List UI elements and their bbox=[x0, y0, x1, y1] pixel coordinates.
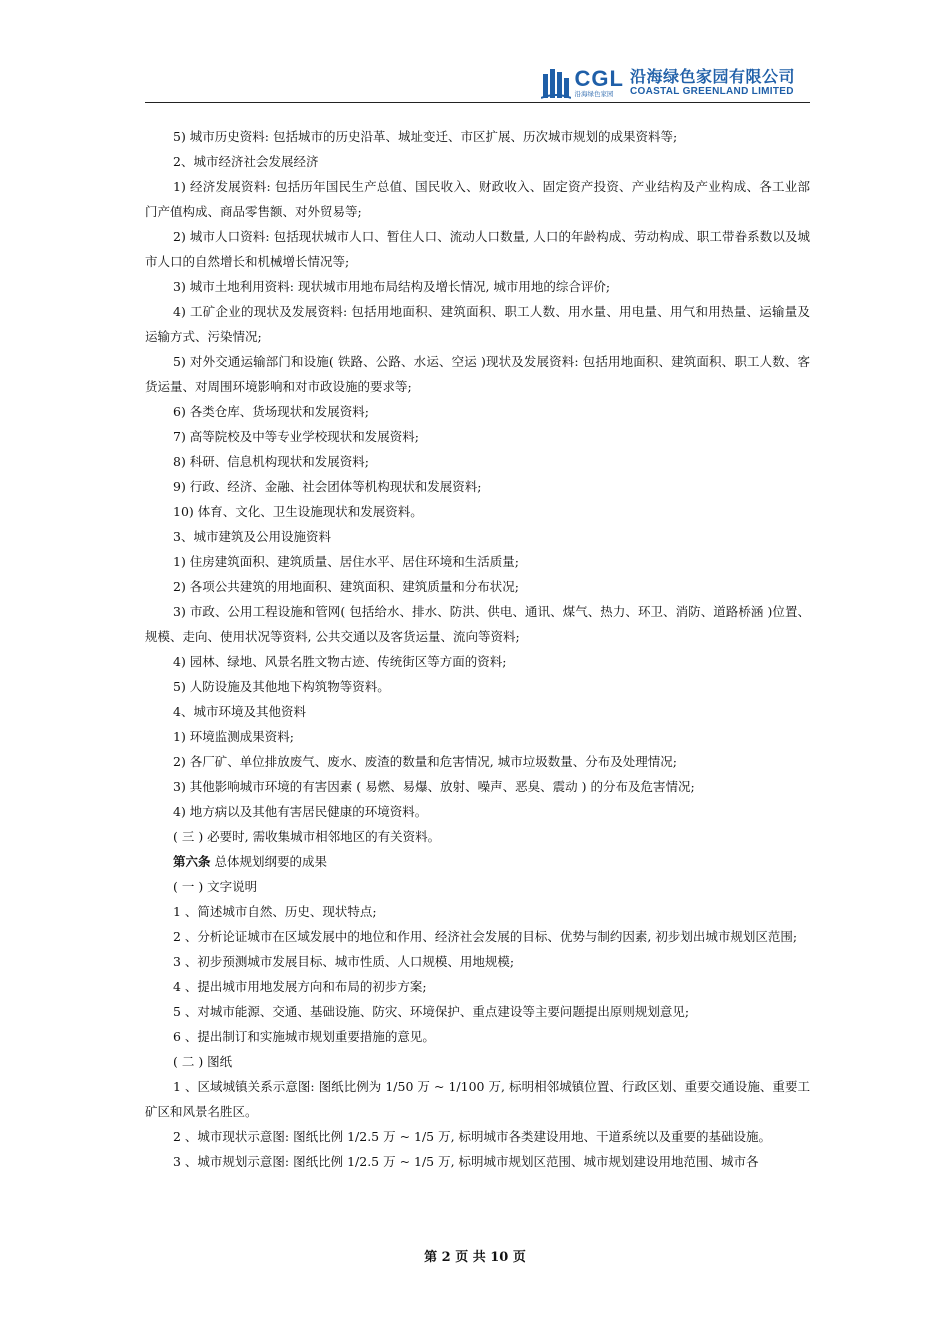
body-line: 4) 园林、绿地、风景名胜文物古迹、传统街区等方面的资料; bbox=[173, 654, 507, 669]
section-heading: 3、城市建筑及公用设施资料 bbox=[173, 529, 331, 544]
body-line: 3 、城市规划示意图: 图纸比例 1/2.5 万 ~ 1/5 万, 标明城市规划区范围、城市规划建设用地范围、城市各 bbox=[173, 1154, 759, 1169]
body-line: 5) 人防设施及其他地下构筑物等资料。 bbox=[173, 679, 390, 694]
body-line: 3) 市政、公用工程设施和管网( 包括给水、排水、防洪、供电、通讯、煤气、热力、环卫、消防、道路桥涵 )位置、规模、走向、使用状况等资料, 公共交通以及客货运量、流向等资料; bbox=[145, 604, 810, 644]
body-line: 5 、对城市能源、交通、基础设施、防灾、环境保护、重点建设等主要问题提出原则规划意见; bbox=[173, 1004, 690, 1019]
subsection-heading: ( 二 ) 图纸 bbox=[173, 1054, 233, 1069]
company-name-en: COASTAL GREENLAND LIMITED bbox=[629, 86, 794, 97]
article-number: 第六条 bbox=[173, 854, 211, 869]
body-line: 1 、区域城镇关系示意图: 图纸比例为 1/50 万 ~ 1/100 万, 标明相邻城镇位置、行政区划、重要交通设施、重要工矿区和风景名胜区。 bbox=[145, 1079, 810, 1119]
body-line: 2) 各厂矿、单位排放废气、废水、废渣的数量和危害情况, 城市垃圾数量、分布及处理情况; bbox=[173, 754, 677, 769]
body-line: 2) 各项公共建筑的用地面积、建筑面积、建筑质量和分布状况; bbox=[173, 579, 520, 594]
body-line: 10) 体育、文化、卫生设施现状和发展资料。 bbox=[173, 504, 423, 519]
logo-cgl-text: CGL bbox=[574, 66, 624, 91]
body-line: 3) 其他影响城市环境的有害因素 ( 易燃、易爆、放射、噪声、恶臭、震动 ) 的分布及危害情况; bbox=[173, 779, 695, 794]
body-line: 3) 城市土地利用资料: 现状城市用地布局结构及增长情况, 城市用地的综合评价; bbox=[173, 279, 611, 294]
body-line: 5) 对外交通运输部门和设施( 铁路、公路、水运、空运 )现状及发展资料: 包括用地面积、建筑面积、职工人数、客货运量、对周围环境影响和对市政设施的要求等; bbox=[145, 354, 810, 394]
section-heading: 2、城市经济社会发展经济 bbox=[173, 154, 319, 169]
body-line: 1) 经济发展资料: 包括历年国民生产总值、国民收入、财政收入、固定资产投资、产业结构及产业构成、各工业部门产值构成、商品零售额、对外贸易等; bbox=[145, 179, 810, 219]
body-line: 6) 各类仓库、货场现状和发展资料; bbox=[173, 404, 370, 419]
logo-cgl-subtext: 沿海绿色家园 bbox=[574, 90, 614, 98]
body-line: 1 、简述城市自然、历史、现状特点; bbox=[173, 904, 377, 919]
body-line: 7) 高等院校及中等专业学校现状和发展资料; bbox=[173, 429, 420, 444]
body-line: ( 三 ) 必要时, 需收集城市相邻地区的有关资料。 bbox=[173, 829, 441, 844]
page-number: 第 2 页 共 10 页 bbox=[424, 1250, 526, 1265]
body-line: 1) 环境监测成果资料; bbox=[173, 729, 295, 744]
body-line: 5) 城市历史资料: 包括城市的历史沿革、城址变迁、市区扩展、历次城市规划的成果资料等; bbox=[173, 129, 678, 144]
body-line: 2 、城市现状示意图: 图纸比例 1/2.5 万 ~ 1/5 万, 标明城市各类建设用地、干道系统以及重要的基础设施。 bbox=[173, 1129, 772, 1144]
body-line: 1) 住房建筑面积、建筑质量、居住水平、居住环境和生活质量; bbox=[173, 554, 520, 569]
building-logo-icon bbox=[541, 66, 571, 100]
body-line: 6 、提出制订和实施城市规划重要措施的意见。 bbox=[173, 1029, 435, 1044]
company-name-cn: 沿海绿色家园有限公司 bbox=[629, 67, 795, 86]
body-line: 2 、分析论证城市在区域发展中的地位和作用、经济社会发展的目标、优势与制约因素, 初步划出城市规划区范围; bbox=[173, 929, 798, 944]
body-line: 4) 工矿企业的现状及发展资料: 包括用地面积、建筑面积、职工人数、用水量、用电量、用气和用热量、运输量及运输方式、污染情况; bbox=[145, 304, 810, 344]
section-heading: 4、城市环境及其他资料 bbox=[173, 704, 306, 719]
subsection-heading: ( 一 ) 文字说明 bbox=[173, 879, 258, 894]
document-body bbox=[145, 124, 810, 1174]
body-line: 8) 科研、信息机构现状和发展资料; bbox=[173, 454, 370, 469]
body-line: 4) 地方病以及其他有害居民健康的环境资料。 bbox=[173, 804, 428, 819]
header-divider bbox=[145, 102, 810, 103]
article-heading bbox=[145, 849, 810, 874]
body-line: 2) 城市人口资料: 包括现状城市人口、暂住人口、流动人口数量, 人口的年龄构成、劳动构成、职工带眷系数以及城市人口的自然增长和机械增长情况等; bbox=[145, 229, 810, 269]
company-logo bbox=[541, 65, 795, 101]
page-header bbox=[145, 62, 810, 102]
body-line: 3 、初步预测城市发展目标、城市性质、人口规模、用地规模; bbox=[173, 954, 515, 969]
article-title: 总体规划纲要的成果 bbox=[210, 854, 327, 869]
body-line: 9) 行政、经济、金融、社会团体等机构现状和发展资料; bbox=[173, 479, 482, 494]
body-line: 4 、提出城市用地发展方向和布局的初步方案; bbox=[173, 979, 427, 994]
